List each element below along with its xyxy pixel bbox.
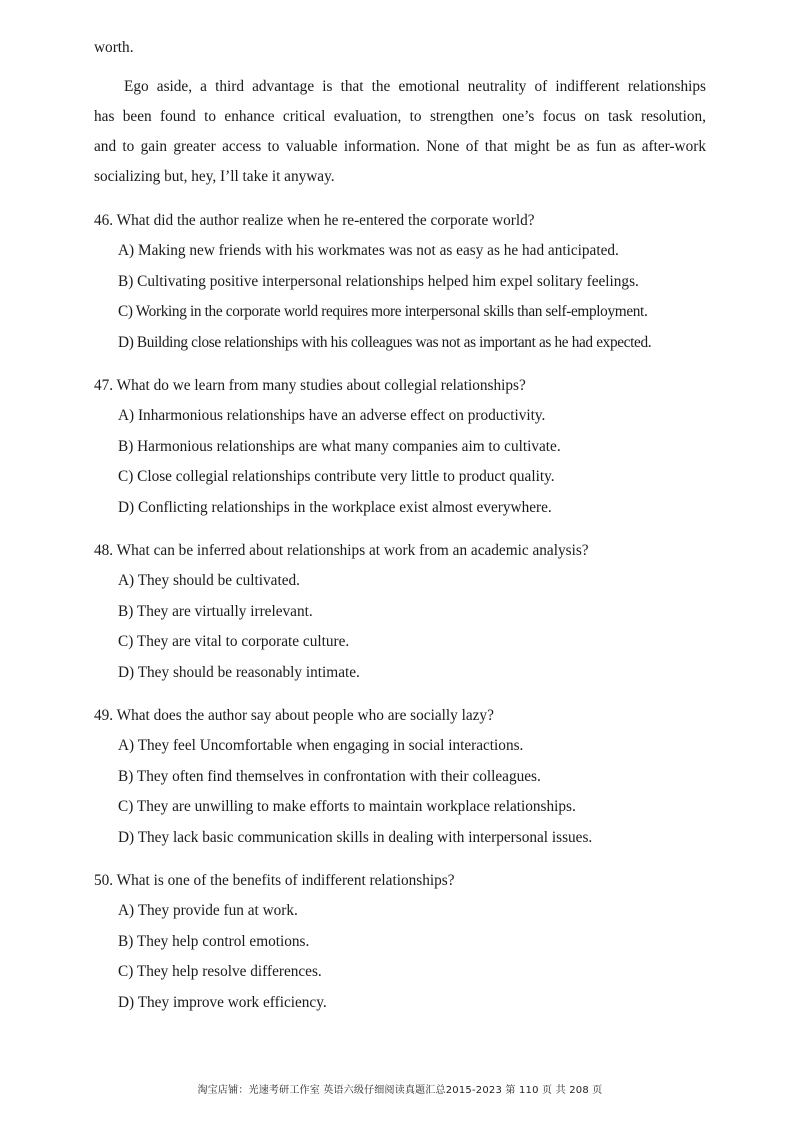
passage-para-line-4: socializing but, hey, I’ll take it anyway. xyxy=(94,168,335,185)
passage-line-worth: worth. xyxy=(94,39,134,56)
question-46-option-b: B) Cultivating positive interpersonal relationships helped him expel solitary feelings. xyxy=(118,273,639,290)
question-48-option-d: D) They should be reasonably intimate. xyxy=(118,664,360,681)
question-47-stem: 47. What do we learn from many studies about collegial relationships? xyxy=(94,377,526,394)
passage-para-line-2: has been found to enhance critical evaluation, to strengthen one’s focus on task resolution, xyxy=(94,108,706,125)
question-50-option-a: A) They provide fun at work. xyxy=(118,902,298,919)
question-47-option-d: D) Conflicting relationships in the workplace exist almost everywhere. xyxy=(118,499,552,516)
passage-para-line-3: and to gain greater access to valuable information. None of that might be as fun as after-work xyxy=(94,138,706,155)
question-46-option-d: D) Building close relationships with his colleagues was not as important as he had expected. xyxy=(118,334,652,351)
question-48-stem: 48. What can be inferred about relationships at work from an academic analysis? xyxy=(94,542,589,559)
question-49-option-d: D) They lack basic communication skills in dealing with interpersonal issues. xyxy=(118,829,593,846)
passage-para-line-1: Ego aside, a third advantage is that the emotional neutrality of indifferent relationships xyxy=(124,78,706,95)
question-48-option-c: C) They are vital to corporate culture. xyxy=(118,633,350,650)
question-47-option-c: C) Close collegial relationships contribute very little to product quality. xyxy=(118,468,555,485)
question-49-stem: 49. What does the author say about people who are socially lazy? xyxy=(94,707,494,724)
question-49-option-c: C) They are unwilling to make efforts to maintain workplace relationships. xyxy=(118,798,576,815)
question-50-option-b: B) They help control emotions. xyxy=(118,933,310,950)
question-50-option-d: D) They improve work efficiency. xyxy=(118,994,327,1011)
question-46-option-a: A) Making new friends with his workmates was not as easy as he had anticipated. xyxy=(118,242,619,259)
question-49-option-b: B) They often find themselves in confrontation with their colleagues. xyxy=(118,768,541,785)
question-50-stem: 50. What is one of the benefits of indifferent relationships? xyxy=(94,872,455,889)
page-footer: 淘宝店铺：光速考研工作室 英语六级仔细阅读真题汇总2015-2023 第 110 页 共 208 页 xyxy=(197,1085,603,1096)
question-48-option-b: B) They are virtually irrelevant. xyxy=(118,603,313,620)
question-48-option-a: A) They should be cultivated. xyxy=(118,572,300,589)
question-46-option-c: C) Working in the corporate world requires more interpersonal skills than self-employment. xyxy=(118,303,648,320)
question-49-option-a: A) They feel Uncomfortable when engaging in social interactions. xyxy=(118,737,524,754)
question-50-option-c: C) They help resolve differences. xyxy=(118,963,322,980)
question-47-option-a: A) Inharmonious relationships have an adverse effect on productivity. xyxy=(118,407,546,424)
question-46-stem: 46. What did the author realize when he re-entered the corporate world? xyxy=(94,212,535,229)
question-47-option-b: B) Harmonious relationships are what many companies aim to cultivate. xyxy=(118,438,561,455)
